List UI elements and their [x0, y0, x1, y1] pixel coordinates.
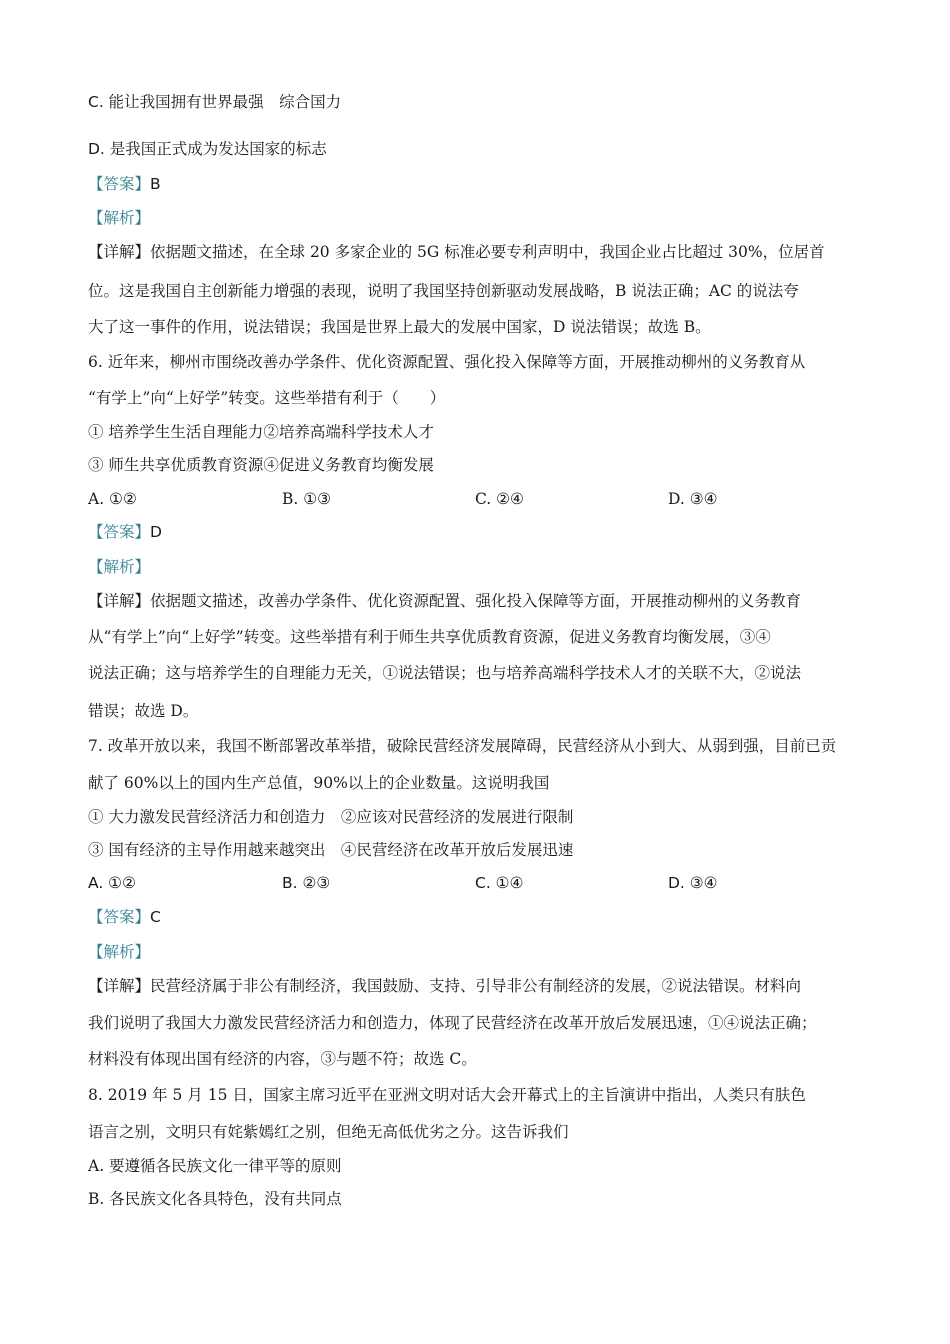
answer-tag: 【答案】 — [88, 175, 151, 193]
q7-detail-line-3: 材料没有体现出国有经济的内容，③与题不符；故选 C。 — [88, 1050, 477, 1068]
q6-detail-line-3: 说法正确；这与培养学生的自理能力无关，①说法错误；也与培养高端科学技术人才的关联不大，②说法 — [88, 664, 802, 682]
q6-answer — [88, 521, 162, 543]
q6-analysis-tag: 【解析】 — [88, 558, 151, 576]
q7-option-b: B. ②③ — [282, 874, 331, 892]
q6-stem-line-1: 6. 近年来，柳州市围绕改善办学条件、优化资源配置、强化投入保障等方面，开展推动柳州的义务教育从 — [88, 353, 806, 371]
q6-detail-line-2: 从“有学上”向“上好学”转变。这些举措有利于师生共享优质教育资源，促进义务教育均衡发展，③④ — [88, 628, 771, 646]
answer-value: D — [150, 523, 162, 541]
q7-option-d: D. ③④ — [668, 874, 718, 892]
q6-option-a: A. ①② — [88, 490, 137, 508]
answer-value: B — [150, 175, 161, 193]
q7-option-c: C. ①④ — [475, 874, 524, 892]
answer-value: C — [150, 908, 161, 926]
q5-analysis-tag: 【解析】 — [88, 209, 151, 227]
q6-statement-2: ③ 师生共享优质教育资源④促进义务教育均衡发展 — [88, 456, 434, 474]
q5-detail-line-2: 位。这是我国自主创新能力增强的表现，说明了我国坚持创新驱动发展战略，B 说法正确；AC 的说法夸 — [88, 282, 799, 300]
detail-tag: 【详解】 — [88, 243, 151, 261]
detail-text: 民营经济属于非公有制经济，我国鼓励、支持、引导非公有制经济的发展，②说法错误。材料向 — [150, 977, 802, 995]
q5-option-c: C. 能让我国拥有世界最强 综合国力 — [88, 93, 342, 111]
q7-analysis-tag: 【解析】 — [88, 943, 151, 961]
q6-detail-line-4: 错误；故选 D。 — [88, 702, 199, 720]
q8-option-a: A. 要遵循各民族文化一律平等的原则 — [88, 1157, 342, 1175]
q8-option-b: B. 各民族文化各具特色，没有共同点 — [88, 1190, 342, 1208]
detail-text: 依据题文描述，改善办学条件、优化资源配置、强化投入保障等方面，开展推动柳州的义务教育 — [150, 592, 802, 610]
q6-statement-1: ① 培养学生生活自理能力②培养高端科学技术人才 — [88, 423, 434, 441]
answer-tag: 【答案】 — [88, 908, 151, 926]
q7-statement-2: ③ 国有经济的主导作用越来越突出 ④民营经济在改革开放后发展迅速 — [88, 841, 574, 859]
q5-answer — [88, 173, 161, 195]
q5-detail-line-1 — [88, 241, 825, 263]
q6-stem-line-2: “有学上”向“上好学”转变。这些举措有利于（ ） — [88, 389, 446, 407]
q7-detail-line-1 — [88, 975, 801, 997]
q6-option-d: D. ③④ — [668, 490, 718, 508]
detail-tag: 【详解】 — [88, 977, 151, 995]
q7-stem-line-1: 7. 改革开放以来，我国不断部署改革举措，破除民营经济发展障碍，民营经济从小到大、从弱到强，目前已贡 — [88, 737, 837, 755]
q5-option-d: D. 是我国正式成为发达国家的标志 — [88, 140, 327, 158]
q6-detail-line-1 — [88, 590, 801, 612]
q6-option-c: C. ②④ — [475, 490, 524, 508]
detail-text: 依据题文描述，在全球 20 多家企业的 5G 标准必要专利声明中，我国企业占比超过 30%，位居首 — [150, 243, 825, 261]
detail-tag: 【详解】 — [88, 592, 151, 610]
q5-detail-line-3: 大了这一事件的作用，说法错误；我国是世界上最大的发展中国家，D 说法错误；故选 B。 — [88, 318, 711, 336]
q6-option-b: B. ①③ — [282, 490, 332, 508]
q7-statement-1: ① 大力激发民营经济活力和创造力 ②应该对民营经济的发展进行限制 — [88, 808, 574, 826]
q7-stem-line-2: 献了 60%以上的国内生产总值，90%以上的企业数量。这说明我国 — [88, 774, 550, 792]
q7-detail-line-2: 我们说明了我国大力激发民营经济活力和创造力，体现了民营经济在改革开放后发展迅速，①④说法正确； — [88, 1014, 817, 1032]
q8-stem-line-1: 8. 2019 年 5 月 15 日，国家主席习近平在亚洲文明对话大会开幕式上的主旨演讲中指出，人类只有肤色 — [88, 1086, 806, 1104]
q7-answer — [88, 906, 161, 928]
q7-option-a: A. ①② — [88, 874, 136, 892]
q8-stem-line-2: 语言之别，文明只有姹紫嫣红之别，但绝无高低优劣之分。这告诉我们 — [88, 1123, 569, 1141]
answer-tag: 【答案】 — [88, 523, 151, 541]
